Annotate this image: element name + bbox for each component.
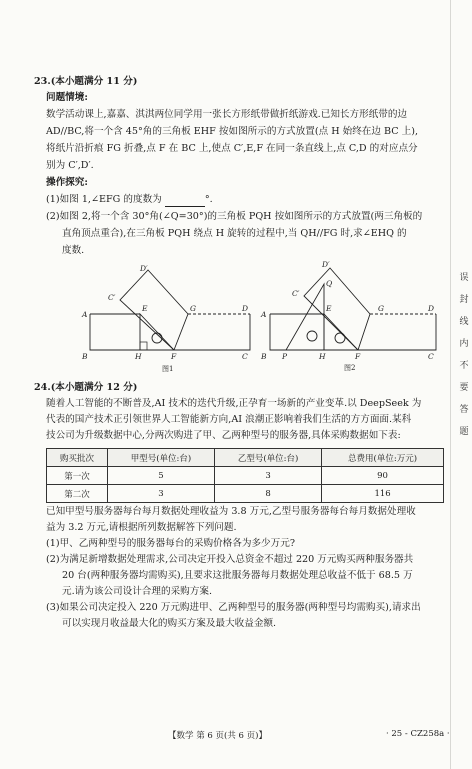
fig2-label-e: E (326, 304, 332, 313)
fig1-label-c-prime: C′ (108, 293, 116, 302)
table-cell: 第一次 (47, 467, 108, 485)
fig2-label-b: B (261, 352, 267, 361)
fig2-label-d-prime: D′ (322, 260, 330, 269)
fig2-label-c: C (428, 352, 434, 361)
purchase-table (46, 448, 444, 503)
table-cell: 3 (215, 467, 322, 485)
fig2-triangle-pqh-hole (307, 331, 317, 341)
sidebar-char: 要 (459, 383, 469, 393)
table-cell: 3 (107, 485, 214, 503)
fig2-label-f: F (355, 352, 361, 361)
table-cell: 90 (322, 467, 444, 485)
fig1-caption: 图1 (162, 365, 174, 373)
q23-part1 (46, 193, 213, 207)
table-row (47, 485, 444, 503)
fig1-folded-flap (120, 270, 188, 350)
q24-paragraph-line: 代表的国产技术正引领世界人工智能新方向,AI 浪潮正影响着我们生活的方方面面.某科 (46, 414, 412, 425)
table-header-cell: 总费用(单位:万元) (322, 449, 444, 467)
fig1-label-e: E (142, 304, 148, 313)
q23-paragraph-line: AD//BC,将一个含 45°角的三角板 EHF 按如图所示的方式放置(点 H 始终在边 BC 上), (46, 126, 419, 137)
fig2-label-q: Q (326, 279, 333, 288)
fig2-label-p: P (282, 352, 288, 361)
fig2-crease-fg (358, 314, 370, 350)
paper-code: · 25 - CZ258a · (386, 729, 450, 739)
fig1-label-g: G (190, 304, 196, 313)
q23-part1-text: (1)如图 1,∠EFG 的度数为 (46, 194, 162, 205)
q24-paragraph-line: 已知甲型号服务器每台每月数据处理收益为 3.8 万元,乙型号服务器每台每月数据处理收 (46, 506, 416, 517)
fig1-crease-fg (174, 314, 188, 350)
q24-heading: 24.(本小题满分 12 分) (34, 382, 138, 393)
fig2-caption: 图2 (344, 364, 356, 372)
sidebar-char: 封 (459, 295, 469, 305)
table-header-cell: 甲型号(单位:台) (107, 449, 214, 467)
fig2-folded-flap (304, 268, 370, 350)
q24-paragraph-line: 随着人工智能的不断普及,AI 技术的迭代升级,正孕育一场新的产业变革.以 DeepSeek 为 (46, 398, 422, 409)
q23-subtitle-explore: 操作探究: (46, 177, 88, 188)
table-header-row (47, 449, 444, 467)
figure-2 (258, 256, 442, 374)
sidebar-char: 内 (459, 339, 469, 349)
fig1-label-f: F (171, 352, 177, 361)
q23-paragraph-line: 别为 C′,D′. (46, 160, 94, 171)
q23-part1-unit: °. (204, 194, 213, 205)
fig1-label-d-prime: D′ (140, 264, 148, 273)
table-cell: 5 (107, 467, 214, 485)
fig2-label-a: A (261, 310, 267, 319)
fig1-label-h: H (135, 352, 142, 361)
fig1-triangle-ehf (140, 314, 174, 350)
q23-part2-line: 直角顶点重合),在三角板 PQH 绕点 H 旋转的过程中,当 QH//FG 时,求∠EHQ 的 (62, 228, 407, 239)
q24-part2-line: 元.请为该公司设计合理的采购方案. (62, 586, 213, 597)
q23-paragraph-line: 数学活动课上,嘉嘉、淇淇两位同学用一张长方形纸带做折纸游戏.已知长方形纸带的边 (46, 109, 408, 120)
fig1-label-d: D (242, 304, 249, 313)
table-cell: 8 (215, 485, 322, 503)
q24-paragraph-line: 技公司为升级数据中心,分两次购进了甲、乙两种型号的服务器,具体采购数据如下表: (46, 430, 401, 441)
binding-line (450, 0, 451, 769)
q24-part3-line: 可以实现月收益最大化的购买方案及最大收益金额. (62, 618, 277, 629)
fig2-label-h: H (319, 352, 326, 361)
table-cell: 第二次 (47, 485, 108, 503)
q24-part2-line: 20 台(两种服务器均需购买),且要求这批服务器每月数据处理总收益不低于 68.5 万 (62, 570, 413, 581)
fig1-strip-lower (90, 314, 250, 350)
fig2-label-c-prime: C′ (292, 289, 300, 298)
q23-paragraph-line: 将纸片沿折痕 FG 折叠,点 F 在 BC 上,使点 C′,E,F 在同一条直线上,点 C,D 的对应点分 (46, 143, 418, 154)
table-row (47, 467, 444, 485)
sidebar-char: 题 (459, 427, 469, 437)
q23-subtitle-context: 问题情境: (46, 92, 88, 103)
fig2-label-g: G (378, 304, 384, 313)
fig1-label-b: B (82, 352, 88, 361)
q24-paragraph-line: 益为 3.2 万元,请根据所列数据解答下列问题. (46, 522, 237, 533)
sidebar-char: 答 (459, 405, 469, 415)
sidebar-char: 线 (459, 317, 469, 327)
q23-part2-line: 度数. (62, 245, 85, 256)
q23-part2-line: (2)如图 2,将一个含 30°角(∠Q=30°)的三角板 PQH 按如图所示的方式放置(两三角板的 (46, 211, 423, 222)
q23-heading: 23.(本小题满分 11 分) (34, 76, 138, 87)
table-header-cell: 购买批次 (47, 449, 108, 467)
q24-part2-line: (2)为满足新增数据处理需求,公司决定开投入总资金不超过 220 万元购买两种服务器共 (46, 554, 414, 565)
q24-part3-line: (3)如果公司决定投入 220 万元购进甲、乙两种型号的服务器(两种型号均需购买),请求出 (46, 602, 421, 613)
fig2-triangle-ehf-hole (335, 333, 345, 343)
figure-1 (80, 262, 255, 374)
seal-line-sidebar (456, 270, 472, 446)
fig1-label-a: A (82, 310, 88, 319)
page-footer: 【数学 第 6 页(共 6 页)】 (168, 731, 267, 741)
table-header-cell: 乙型号(单位:台) (215, 449, 322, 467)
table-cell: 116 (322, 485, 444, 503)
q24-part1: (1)甲、乙两种型号的服务器每台的采购价格各为多少万元? (46, 538, 295, 549)
fig2-label-d: D (428, 304, 435, 313)
fig1-right-angle-mark (140, 342, 147, 350)
answer-blank (165, 196, 205, 207)
sidebar-char: 不 (459, 361, 469, 371)
sidebar-char: 误 (459, 273, 469, 283)
fig1-label-c: C (242, 352, 248, 361)
